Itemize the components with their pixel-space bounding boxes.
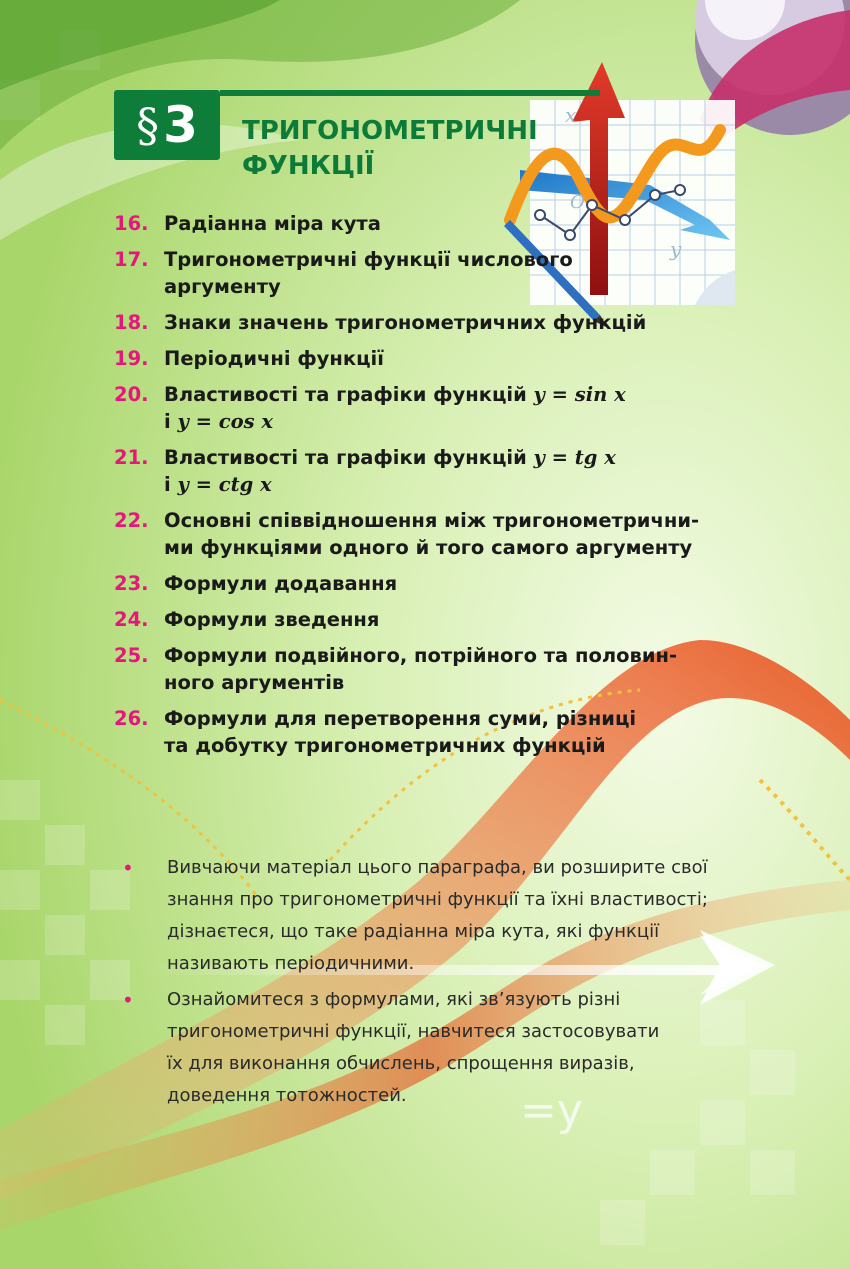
toc-text: Формули зведення <box>164 608 380 631</box>
toc-text: ми функціями одного й того самого аргументу <box>164 536 693 559</box>
toc-item-19 <box>114 345 754 372</box>
toc-number: 16. <box>114 212 149 235</box>
bullet-text-line: доведення тотожностей. <box>167 1085 407 1106</box>
toc-item-18 <box>114 309 754 336</box>
toc-text: та добутку тригонометричних функцій <box>164 734 606 757</box>
toc-formula: y = cos x <box>177 410 274 433</box>
toc-text: Формули додавання <box>164 572 398 595</box>
chapter-number: 3 <box>163 96 198 154</box>
bullet-dot-icon: • <box>122 988 134 1012</box>
toc-formula: y = sin x <box>533 383 626 406</box>
bullet-text-line: знання про тригонометричні функції та їхні властивості; <box>167 889 708 910</box>
toc-number: 23. <box>114 572 149 595</box>
toc-text: аргументу <box>164 275 281 298</box>
toc-number: 22. <box>114 509 149 532</box>
bullet-text-line: Вивчаючи матеріал цього параграфа, ви розширите свої <box>167 857 708 878</box>
toc-number: 20. <box>114 383 149 406</box>
toc-item-20 <box>114 381 754 435</box>
toc-text: Знаки значень тригонометричних функцій <box>164 311 647 334</box>
title-rule <box>220 90 600 96</box>
intro-bullet <box>118 984 758 1112</box>
toc-number: 19. <box>114 347 149 370</box>
toc-number: 25. <box>114 644 149 667</box>
toc-item-25 <box>114 642 754 696</box>
toc-formula: y = tg x <box>533 446 616 469</box>
bullet-text-line: називають періодичними. <box>167 953 415 974</box>
toc-text: Основні співвідношення між тригонометрични- <box>164 509 700 532</box>
toc-text: Тригонометричні функції числового <box>164 248 573 271</box>
chapter-badge <box>114 90 220 160</box>
toc-text: Формули для перетворення суми, різниці <box>164 707 637 730</box>
toc-number: 21. <box>114 446 149 469</box>
bullet-text-line: їх для виконання обчислень, спрощення виразів, <box>167 1053 635 1074</box>
toc-text: Формули подвійного, потрійного та половин- <box>164 644 678 667</box>
intro-bullets <box>118 852 758 1116</box>
toc-text: Властивості та графіки функцій <box>164 446 534 469</box>
toc-text: Періодичні функції <box>164 347 384 370</box>
intro-bullet <box>118 852 758 980</box>
bullet-dot-icon: • <box>122 856 134 880</box>
toc-number: 24. <box>114 608 149 631</box>
toc-item-22 <box>114 507 754 561</box>
toc-formula: y = ctg x <box>177 473 272 496</box>
toc-text: і <box>164 410 178 433</box>
chapter-title-line2: ФУНКЦІЇ <box>242 151 375 181</box>
decor-equation-glyph: =y <box>520 1085 583 1136</box>
toc-text: Властивості та графіки функцій <box>164 383 534 406</box>
toc-item-21 <box>114 444 754 498</box>
section-symbol: § <box>136 98 160 152</box>
decor-y-glyph: y <box>670 237 682 261</box>
toc-item-24 <box>114 606 754 633</box>
toc-item-17 <box>114 246 754 300</box>
chapter-title-line1: ТРИГОНОМЕТРИЧНІ <box>242 116 538 146</box>
decor-o-glyph: O <box>570 192 585 213</box>
table-of-contents <box>114 210 754 768</box>
toc-item-16 <box>114 210 754 237</box>
toc-text: і <box>164 473 178 496</box>
decor-x-glyph: x <box>565 103 577 127</box>
bullet-text-line: Ознайомитеся з формулами, які зв’язують різні <box>167 989 621 1010</box>
toc-number: 26. <box>114 707 149 730</box>
toc-item-26 <box>114 705 754 759</box>
toc-text: ного аргументів <box>164 671 345 694</box>
bullet-text-line: тригонометричні функції, навчитеся застосовувати <box>167 1021 660 1042</box>
toc-number: 18. <box>114 311 149 334</box>
bullet-text-line: дізнаєтеся, що таке радіанна міра кута, які функції <box>167 921 660 942</box>
toc-text: Радіанна міра кута <box>164 212 381 235</box>
toc-item-23 <box>114 570 754 597</box>
chapter-title <box>242 114 538 184</box>
toc-number: 17. <box>114 248 149 271</box>
